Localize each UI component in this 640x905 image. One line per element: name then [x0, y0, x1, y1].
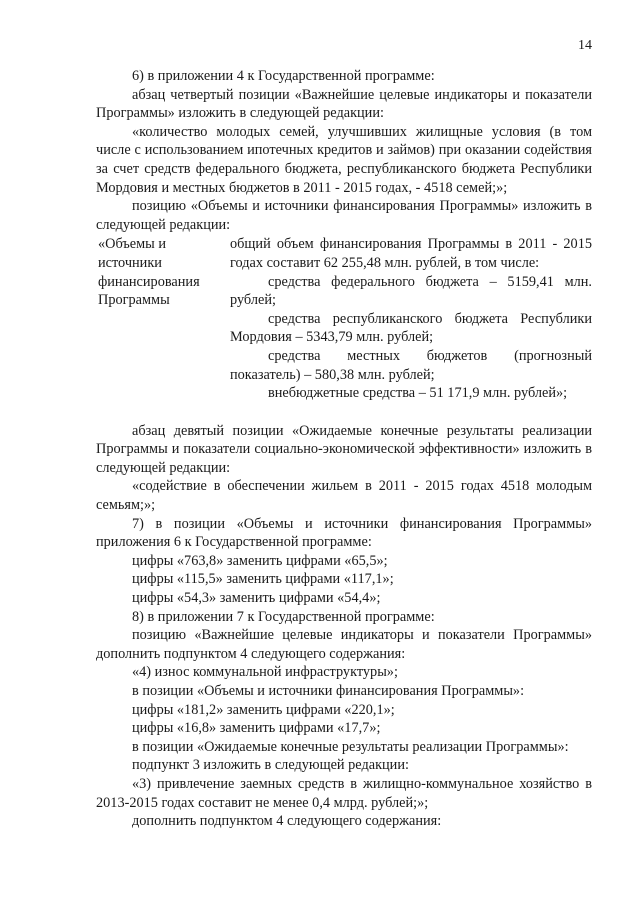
paragraph: цифры «54,3» заменить цифрами «54,4»; — [132, 590, 381, 607]
financing-table — [96, 235, 592, 402]
paragraph: 6) в приложении 4 к Государственной программе: — [132, 68, 435, 84]
table-label-column — [96, 235, 230, 402]
paragraph: «3) привлечение заемных средств в жилищно-коммунальное хозяйство в 2013-2015 годах составит не менее 0,4 млрд. рублей;»; — [96, 775, 592, 811]
table-value-paragraph: средства республиканского бюджета Республики Мордовия – 5343,79 млн. рублей; — [230, 310, 592, 346]
paragraph: абзац девятый позиции «Ожидаемые конечные результаты реализации Программы и показатели социально-экономической эффективности» изложить в следующей редакции: — [96, 422, 592, 476]
paragraph: цифры «16,8» заменить цифрами «17,7»; — [132, 720, 381, 737]
paragraph: цифры «763,8» заменить цифрами «65,5»; — [132, 552, 388, 569]
table-value-paragraph: внебюджетные средства – 51 171,9 млн. рублей»; — [268, 385, 568, 402]
paragraph: подпункт 3 изложить в следующей редакции: — [132, 757, 409, 774]
paragraph: в позиции «Объемы и источники финансирования Программы»: — [132, 683, 525, 699]
paragraph: цифры «115,5» заменить цифрами «117,1»; — [132, 571, 394, 588]
spacer — [96, 406, 592, 422]
table-value-paragraph: средства федерального бюджета – 5159,41 млн. рублей; — [230, 273, 592, 309]
paragraph: позицию «Важнейшие целевые индикаторы и показатели Программы» дополнить подпунктом 4 следующего содержания: — [96, 627, 592, 662]
paragraph: позицию «Объемы и источники финансирования Программы» изложить в следующей редакции: — [96, 198, 592, 233]
paragraph: «содействие в обеспечении жильем в 2011 - 2015 годах 4518 молодым семьям;»; — [96, 478, 592, 514]
table-label-line: «Объемы и — [98, 236, 167, 253]
table-label-line: финансирования — [98, 273, 200, 290]
table-value-paragraph: общий объем финансирования Программы в 2011 - 2015 годах составит 62 255,48 млн. рублей, в том числе: — [230, 236, 592, 271]
table-label-line: Программы — [98, 292, 170, 309]
paragraph: цифры «181,2» заменить цифрами «220,1»; — [132, 701, 395, 718]
section-after-table — [96, 422, 592, 831]
section-before-table — [96, 67, 592, 234]
paragraph: «4) износ коммунальной инфраструктуры»; — [132, 664, 398, 681]
table-value-column — [230, 235, 592, 402]
paragraph: 7) в позиции «Объемы и источники финансирования Программы» приложения 6 к Государственной программе: — [96, 515, 592, 551]
table-label-line: источники — [98, 254, 162, 271]
page-number: 14 — [578, 38, 592, 53]
paragraph: в позиции «Ожидаемые конечные результаты реализации Программы»: — [132, 738, 569, 755]
paragraph: абзац четвертый позиции «Важнейшие целевые индикаторы и показатели Программы» изложить в следующей редакции: — [96, 86, 592, 122]
table-value-paragraph: средства местных бюджетов (прогнозный показатель) – 580,38 млн. рублей; — [230, 347, 592, 383]
paragraph: дополнить подпунктом 4 следующего содержания: — [132, 813, 442, 830]
paragraph: «количество молодых семей, улучшивших жилищные условия (в том числе с использованием ипотечных кредитов и займов) при оказании содействия за счет средств федерального бюджета, республиканского бюджета Республики Мордовия и местных бюджетов в 2011 - 2015 годах, - 4518 семей;»; — [96, 123, 592, 196]
paragraph: 8) в приложении 7 к Государственной программе: — [132, 608, 435, 625]
